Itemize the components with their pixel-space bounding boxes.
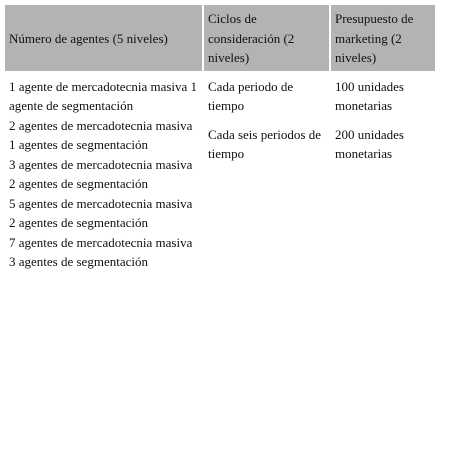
cycle-level-2: Cada seis periodos de tiempo — [208, 126, 322, 161]
cycle-level-1: Cada periodo de tiempo — [208, 78, 294, 113]
agent-level-2: 2 agentes de mercadotecnia masiva 1 agentes de segmentación — [9, 117, 193, 152]
agent-level-3: 3 agentes de mercadotecnia masiva 2 agentes de segmentación — [9, 156, 193, 191]
budget-cell — [331, 71, 435, 272]
agents-cell — [5, 71, 202, 272]
table-header-row — [5, 5, 435, 71]
experimental-design-table — [3, 5, 437, 272]
agent-level-5: 7 agentes de mercadotecnia masiva 3 agentes de segmentación — [9, 234, 193, 269]
header-agents: Número de agentes (5 niveles) — [5, 5, 202, 71]
table-row — [5, 71, 435, 272]
agent-level-4: 5 agentes de mercadotecnia masiva 2 agentes de segmentación — [9, 195, 193, 230]
agent-level-1: 1 agente de mercadotecnia masiva 1 agente de segmentación — [9, 78, 198, 113]
budget-level-2: 200 unidades monetarias — [335, 126, 404, 161]
cycles-cell — [204, 71, 329, 272]
header-budget: Presupuesto de marketing (2 niveles) — [331, 5, 435, 71]
header-cycles: Ciclos de consideración (2 niveles) — [204, 5, 329, 71]
budget-level-1: 100 unidades monetarias — [335, 78, 404, 113]
